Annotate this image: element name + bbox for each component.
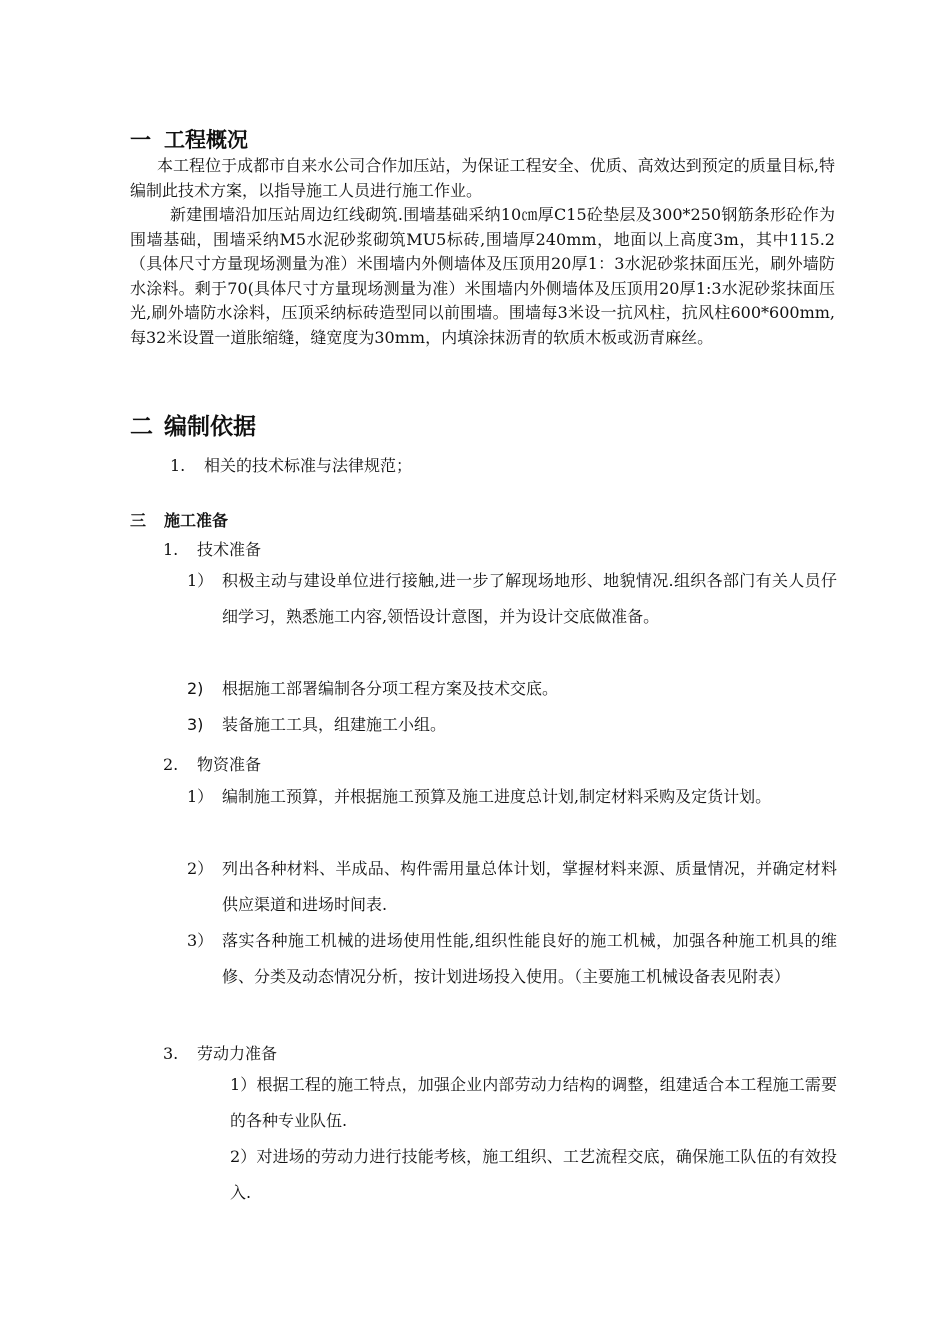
section-1-heading [130, 124, 248, 154]
labor-item-1: 1）根据工程的施工特点，加强企业内部劳动力结构的调整，组建适合本工程施工需要的各种专业队伍. [230, 1075, 837, 1130]
subsection-1-number: 1. [163, 540, 179, 559]
list-item-text: 装备施工工具，组建施工小组。 [222, 715, 447, 734]
list-item-text: 根据施工部署编制各分项工程方案及技术交底。 [222, 679, 559, 698]
section-1-paragraph-2: 新建围墙沿加压站周边红线砌筑.围墙基础采纳10㎝厚C15砼垫层及300*250钢筋条形砼作为围墙基础，围墙采纳M5水泥砂浆砌筑MU5标砖,围墙厚240mm，地面以上高度3m，其中115.2（具体尺寸方量现场测量为准）米围墙内外侧墙体及压顶用20厚1：3水泥砂浆抹面压光，刷外墙防水涂料。剩于70(具体尺寸方量现场测量为准）米围墙内外侧墙体及压顶用20厚1:3水泥砂浆抹面压光,刷外墙防水涂料，压顶采纳标砖造型同以前围墙。围墙每3米设一抗风柱，抗风柱600*600mm,每32米设置一道胀缩缝，缝宽度为30mm，内填涂抹沥青的软质木板或沥青麻丝。 [130, 205, 835, 347]
list-item-number: 2) [187, 679, 204, 698]
section-2-title: 编制依据 [164, 413, 256, 440]
list-item-number: 3) [187, 715, 204, 734]
subsection-2-title: 物资准备 [197, 755, 262, 774]
section-1-number: 一 [130, 127, 151, 152]
section-3-number: 三 [130, 511, 147, 530]
subsection-3-number: 3. [163, 1044, 179, 1063]
section-3-heading [130, 508, 228, 531]
list-item [187, 707, 837, 743]
list-item [187, 671, 837, 707]
section-3-title: 施工准备 [164, 511, 229, 530]
section-2-item [170, 453, 412, 476]
list-item [187, 563, 837, 635]
list-item-number: 1） [187, 787, 214, 806]
section-1-paragraph-1: 本工程位于成都市自来水公司合作加压站，为保证工程安全、优质、高效达到预定的质量目标,特编制此技术方案，以指导施工人员进行施工作业。 [130, 156, 835, 200]
list-item [187, 779, 837, 815]
subsection-2-number: 2. [163, 755, 179, 774]
section-2-item-number: 1. [170, 456, 186, 475]
list-item-text: 编制施工预算，并根据施工预算及施工进度总计划,制定材料采购及定货计划。 [222, 787, 772, 806]
section-2-item-text: 相关的技术标准与法律规范； [204, 456, 413, 475]
section-2-number: 二 [130, 413, 153, 440]
subsection-3-heading [163, 1041, 277, 1064]
labor-item-2: 2）对进场的劳动力进行技能考核，施工组织、工艺流程交底，确保施工队伍的有效投入. [230, 1147, 837, 1202]
section-1-title: 工程概况 [164, 127, 248, 152]
subsection-1-heading [163, 537, 261, 560]
list-item [187, 923, 837, 995]
list-item-number: 2） [187, 859, 214, 878]
list-item-text: 落实各种施工机械的进场使用性能,组织性能良好的施工机械，加强各种施工机具的维修、分类及动态情况分析，按计划进场投入使用。（主要施工机械设备表见附表） [222, 931, 837, 986]
list-item-text: 积极主动与建设单位进行接触,进一步了解现场地形、地貌情况.组织各部门有关人员仔细学习，熟悉施工内容,领悟设计意图，并为设计交底做准备。 [222, 571, 837, 626]
subsection-3-title: 劳动力准备 [197, 1044, 278, 1063]
subsection-1-title: 技术准备 [197, 540, 262, 559]
list-item-number: 3） [187, 931, 214, 950]
section-2-heading [130, 408, 256, 441]
list-item-text: 列出各种材料、半成品、构件需用量总体计划，掌握材料来源、质量情况，并确定材料供应渠道和进场时间表. [222, 859, 837, 914]
list-item-number: 1） [187, 571, 214, 590]
list-item [187, 851, 837, 923]
subsection-2-heading [163, 752, 261, 775]
